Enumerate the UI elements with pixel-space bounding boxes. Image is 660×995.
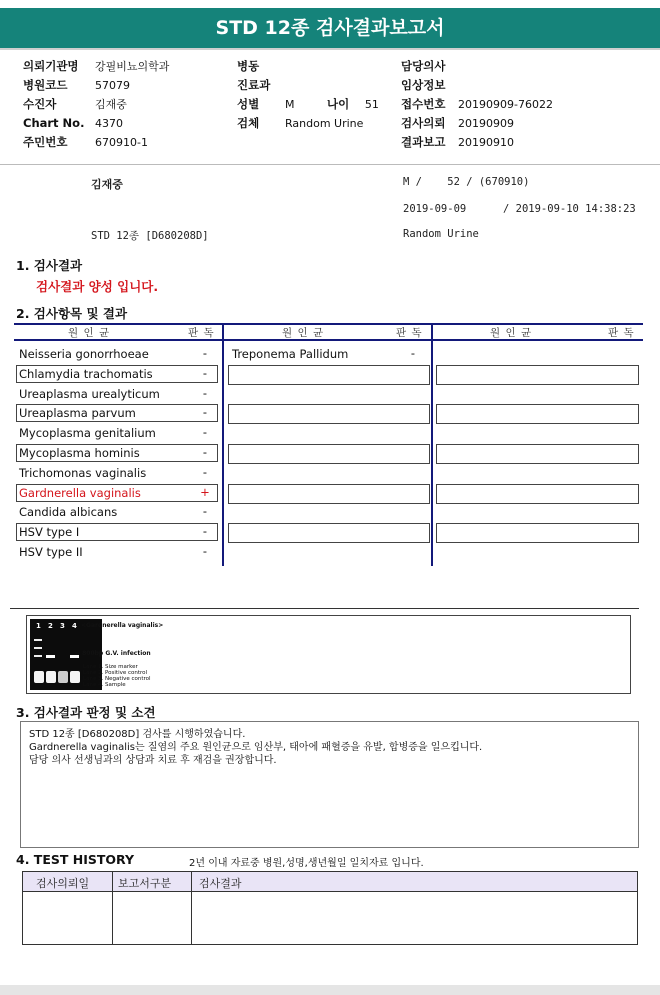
empty-row-box (228, 365, 430, 385)
organism-result: - (202, 346, 208, 360)
header-field-value: 670910-1 (95, 136, 148, 149)
organism-result: - (202, 464, 208, 479)
header-field (23, 76, 130, 95)
history-col-divider (112, 872, 113, 944)
organism-name: HSV type II (19, 545, 83, 559)
report-title: STD 12종 검사결과보고서 (0, 8, 660, 48)
empty-row-box (436, 365, 639, 385)
organism-name: Ureaplasma parvum (19, 406, 136, 421)
lane-label: 1 (36, 622, 41, 630)
header-field (23, 95, 127, 114)
header-field-label: 접수번호 (401, 97, 446, 111)
empty-row-box (228, 523, 430, 543)
summary-test-code: STD 12종 [D680208D] (91, 230, 209, 242)
empty-row-box (436, 484, 639, 504)
gel-smear (46, 671, 56, 683)
empty-row-box (436, 444, 639, 464)
gel-smear (34, 671, 44, 683)
lane-label: 2 (48, 622, 53, 630)
organism-name: Mycoplasma genitalium (19, 426, 156, 441)
organism-name: Ureaplasma urealyticum (19, 386, 160, 401)
age-field (327, 95, 379, 114)
header-field (237, 114, 363, 133)
summary-name: 김재중 (91, 178, 123, 191)
empty-row-box (436, 523, 639, 543)
findings-box (20, 721, 639, 848)
header-field-value: M (285, 98, 295, 111)
header-field (401, 76, 458, 94)
gel-smear (58, 671, 68, 683)
header-field-label: 진료과 (237, 78, 271, 92)
section-1-title: 1. 검사결과 (16, 258, 83, 273)
header-field-label: 검사의뢰 (401, 116, 446, 130)
header-field-label: 수진자 (23, 97, 57, 111)
gel-caption: <Gardnerella vaginalis> (81, 622, 164, 629)
header-field-label: 검체 (237, 116, 260, 130)
header-field-label: Chart No. (23, 116, 85, 130)
header-field-label: 성별 (237, 97, 260, 111)
top-strip (0, 0, 660, 8)
gel-band-label: ← 800bp G.V. infection (75, 650, 151, 657)
header-field-value: 20190910 (458, 136, 514, 149)
empty-row-box (228, 444, 430, 464)
section-3-title: 3. 검사결과 판정 및 소견 (16, 705, 156, 720)
findings-line: STD 12종 [D680208D] 검사를 시행하였습니다. (29, 729, 246, 740)
age-value: 51 (364, 98, 379, 111)
header-field-value: 강필비뇨의학과 (95, 60, 170, 73)
empty-row-box (228, 404, 430, 424)
header-field-value: 김재중 (95, 98, 127, 111)
gel-band (34, 655, 42, 657)
gel-band (46, 655, 55, 658)
organism-name: Chlamydia trachomatis (19, 366, 153, 381)
gel-legend-item: Lane 2. Positive control (83, 670, 148, 676)
gel-legend-item: Lane 4. Sample (83, 682, 126, 688)
grid-bottom-rule (10, 608, 639, 609)
summary-sex-age: M / 52 / (670910) (403, 176, 530, 188)
organism-result: - (202, 544, 208, 558)
history-col-divider (191, 872, 192, 944)
organism-name: Treponema Pallidum (232, 347, 349, 361)
gel-legend-item: Lane 1. Size marker (83, 664, 138, 670)
organism-name: Candida albicans (19, 505, 118, 520)
organism-result: - (202, 425, 208, 440)
summary-specimen: Random Urine (403, 228, 479, 240)
history-table-header (23, 872, 637, 892)
summary-date-reported: / 2019-09-10 14:38:23 (503, 203, 636, 215)
bottom-strip (0, 985, 660, 995)
organism-result: - (202, 365, 208, 380)
header-field-label: 의뢰기관명 (23, 59, 79, 73)
organism-name: HSV type I (19, 525, 80, 540)
col1-header-name: 원 인 균 (68, 327, 111, 339)
findings-line: 담당 의사 선생님과의 상담과 치료 후 재검을 권장합니다. (29, 755, 277, 766)
header-field-value: Random Urine (285, 117, 364, 130)
lane-label: 4 (72, 622, 77, 630)
results-grid (14, 323, 643, 566)
age-label: 나이 (327, 97, 350, 111)
header-field (237, 76, 285, 94)
col1-header-result: 판 독 (188, 327, 215, 339)
organism-name: Trichomonas vaginalis (19, 465, 147, 480)
findings-line: Gardnerella vaginalis는 질염의 주요 원인균으로 임산부, 태아에 패혈증을 유발, 합병증을 일으킵니다. (29, 742, 483, 753)
header-field-label: 담당의사 (401, 59, 446, 73)
history-note: 2년 이내 자료중 병원,성명,생년월일 일치자료 입니다. (189, 858, 424, 869)
header-field-label: 병원코드 (23, 78, 68, 92)
header-field (237, 95, 295, 114)
col3-header-result: 판 독 (608, 327, 635, 339)
organism-result: - (202, 385, 208, 400)
header-field (23, 57, 169, 76)
gel-legend-item: Lane 3. Negative control (83, 676, 151, 682)
header-field-label: 임상정보 (401, 78, 446, 92)
organism-result: - (202, 504, 208, 519)
grid-divider-1 (222, 323, 224, 566)
header-field-value: 20190909 (458, 117, 514, 130)
col2-header-result: 판 독 (396, 327, 423, 339)
history-col-result: 검사결과 (199, 877, 242, 890)
organism-result: - (202, 524, 208, 539)
header-field (401, 95, 553, 114)
gel-smear (70, 671, 80, 683)
col3-header-name: 원 인 균 (490, 327, 533, 339)
lane-label: 3 (60, 622, 65, 630)
gel-band (34, 639, 42, 641)
summary-date-received: 2019-09-09 (403, 203, 467, 215)
organism-result: - (202, 445, 208, 459)
gel-image-frame (26, 615, 631, 694)
section-4-title: 4. TEST HISTORY (16, 852, 135, 867)
positive-result-text: 검사결과 양성 입니다. (36, 279, 159, 294)
header-field-label: 결과보고 (401, 135, 446, 149)
header-field-label: 주민번호 (23, 135, 68, 149)
title-divider (0, 48, 660, 50)
header-field (23, 114, 123, 133)
organism-result: - (202, 405, 208, 420)
section-2-title: 2. 검사항목 및 결과 (16, 306, 128, 321)
grid-divider-2 (431, 323, 433, 566)
history-table (22, 871, 638, 945)
organism-name: Mycoplasma hominis (19, 446, 140, 460)
organism-result: + (200, 484, 210, 499)
header-divider (0, 164, 660, 165)
header-field (23, 133, 148, 152)
header-field-value: 20190909-76022 (458, 98, 553, 111)
history-col-date: 검사의뢰일 (36, 877, 90, 890)
header-field-value: 57079 (95, 79, 130, 92)
header-field (401, 133, 514, 152)
header-field-value: 4370 (95, 117, 123, 130)
organism-result: - (410, 346, 416, 360)
header-field (401, 57, 458, 75)
col2-header-name: 원 인 균 (282, 327, 325, 339)
header-field (237, 57, 285, 75)
organism-name: Gardnerella vaginalis (19, 485, 141, 500)
empty-row-box (228, 484, 430, 504)
header-field-label: 병동 (237, 59, 260, 73)
gel-band (34, 647, 42, 649)
empty-row-box (436, 404, 639, 424)
organism-name: Neisseria gonorrhoeae (19, 347, 149, 361)
header-field (401, 114, 514, 133)
history-col-type: 보고서구분 (118, 877, 172, 890)
